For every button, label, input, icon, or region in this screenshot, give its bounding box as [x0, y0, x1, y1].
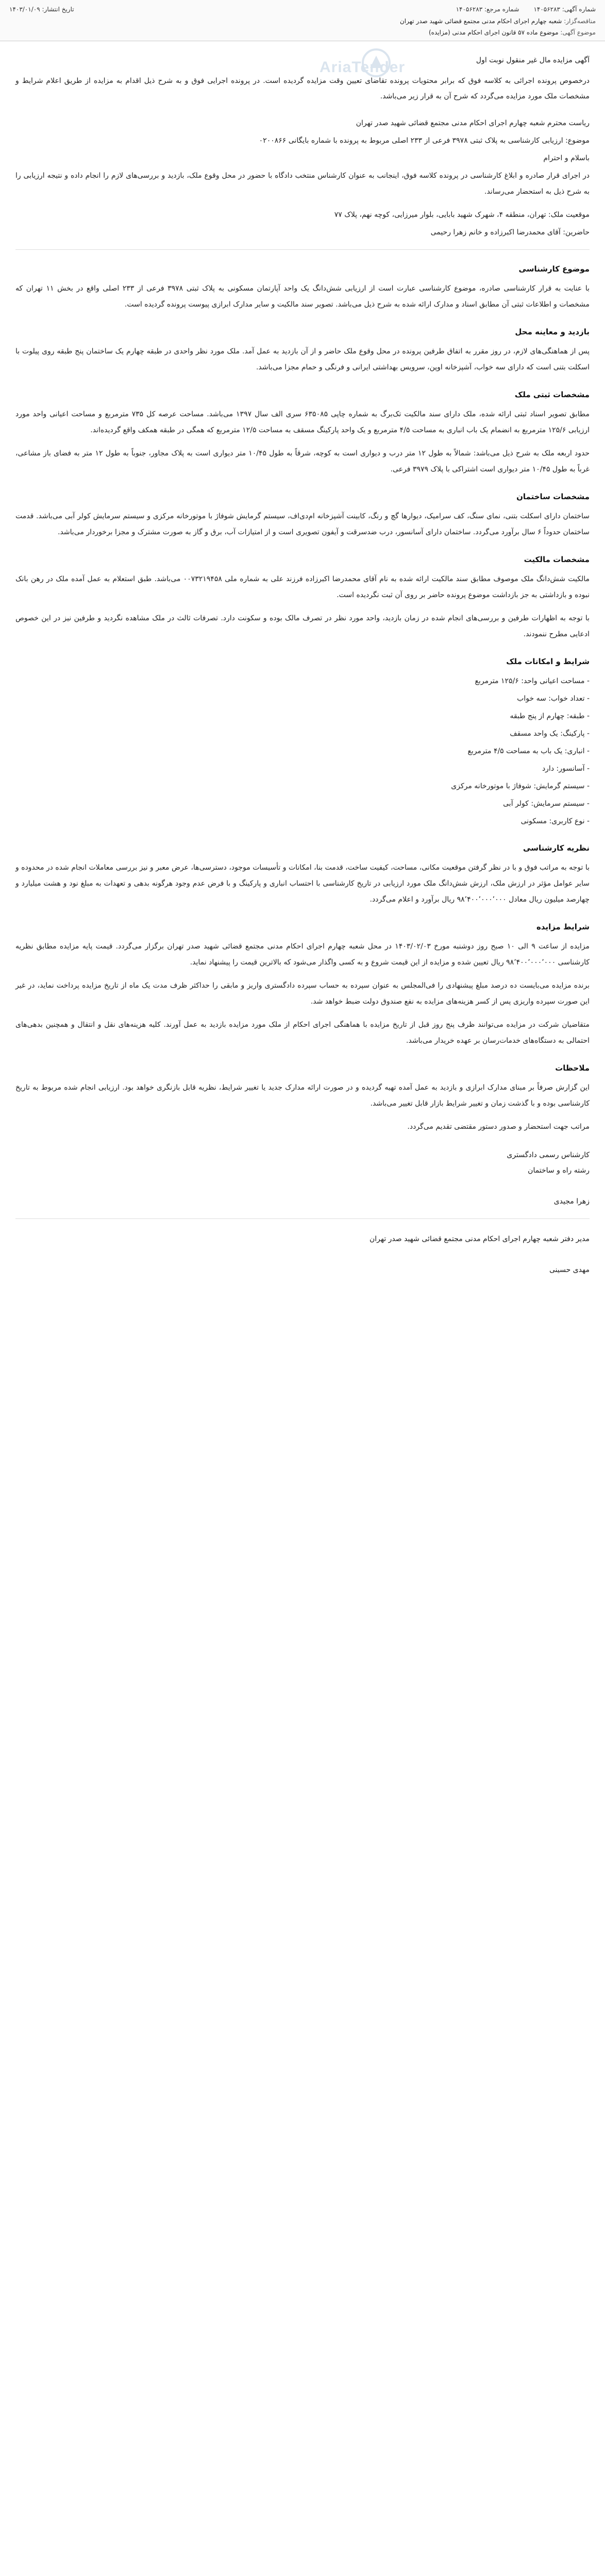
clerk-role: مدیر دفتر شعبه چهارم اجرای احکام مدنی مجتمع قضائی شهید صدر تهران [369, 1235, 590, 1243]
ad-content [0, 41, 605, 1278]
section-title-auction-terms: شرایط مزایده [536, 922, 590, 931]
section-text-possession: با توجه به اظهارات طرفین و بررسی‌های انجام شده در زمان بازدید، واحد مورد نظر در تصرف مالک بوده و سکونت دارد. تصرفات ثالث در ملک مشاهده نگردید و طرفین نیز در این خصوص ادعایی مطرح ننمودند. [15, 614, 590, 638]
feature-item: - مساحت اعیانی واحد: ۱۲۵/۶ مترمربع [475, 677, 590, 685]
feature-list [15, 673, 590, 829]
clerk-signature-block [15, 1231, 590, 1278]
section-text-boundaries: حدود اربعه ملک به شرح ذیل می‌باشد: شمالاً به طول ۱۲ متر درب و دیواری است به کوچه، شرقاً به طول ۱۰/۴۵ متر دیواری است به پلاک مجاور، جنوباً به طول ۱۲ متر به فضای باز مشاعی، غرباً به طول ۱۰/۴۵ متر دیواری است اشتراکی با پلاک ۳۹۷۹ فرعی. [15, 449, 590, 473]
section-text-ownership: مالکیت شش‌دانگ ملک موصوف مطابق سند مالکیت ارائه شده به نام آقای محمدرضا اکبرزاده فرزند علی به شماره ملی ۰۰۷۳۲۱۹۴۵۸ می‌باشد. طبق استعلام به عمل آمده ملک در رهن بانک نبوده و بازداشتی به جز بازداشت موضوع پرونده حاضر بر روی آن ثبت نگردیده است. [15, 575, 590, 599]
section-title-registry: مشخصات ثبتی ملک [514, 390, 590, 399]
court-line: ریاست محترم شعبه چهارم اجرای احکام مدنی مجتمع قضائی شهید صدر تهران [356, 119, 590, 127]
section-title-opinion: نظریه کارشناسی [523, 843, 590, 853]
watermark-text: AriaTender [320, 59, 406, 76]
section-text-auction-terms: مزایده از ساعت ۹ الی ۱۰ صبح روز دوشنبه مورخ ۱۴۰۳/۰۲/۰۳ در محل شعبه چهارم اجرای احکام مدنی مجتمع قضائی شهید صدر تهران برگزار می‌گردد. قیمت پایه مزایده مطابق نظریه کارشناسی ۹۸٬۴۰۰٬۰۰۰٬۰۰۰ ریال تعیین شده و مزایده از این قیمت شروع و به کسی واگذار می‌شود که بالاترین قیمت را پیشنهاد نماید. [15, 942, 590, 967]
section-title-notes: ملاحظات [555, 1063, 590, 1073]
publish-date-label: تاریخ انتشار: [42, 6, 74, 13]
section-title-ownership: مشخصات مالکیت [524, 555, 590, 564]
attendees-line: حاضرین: آقای محمدرضا اکبرزاده و خانم زهرا رحیمی [430, 228, 590, 236]
section-text-deposit: برنده مزایده می‌بایست ده درصد مبلغ پیشنهادی را فی‌المجلس به عنوان سپرده به حساب سپرده دادگستری واریز و مابقی را حداکثر ظرف مدت یک ماه از تاریخ مزایده پرداخت نماید، در غیر این صورت سپرده واریزی پس از کسر هزینه‌های مزایده به نفع صندوق دولت ضبط خواهد شد. [15, 981, 590, 1006]
ref-number [456, 6, 519, 13]
ad-header [0, 0, 605, 41]
ad-intro: درخصوص پرونده اجرائی به کلاسه فوق که برابر محتویات پرونده تقاضای تعیین وقت مزایده گردیده است. در پرونده اجرایی فوق و به شرح ذیل اقدام به مزایده از طریق اعلام شرایط و مشخصات ملک مورد مزایده می‌گردد که شرح آن به قرار زیر می‌باشد. [15, 77, 590, 100]
feature-item: - طبقه: چهارم از پنج طبقه [510, 712, 590, 720]
section-title-subject: موضوع کارشناسی [518, 264, 590, 274]
ad-number-value: ۱۴۰۵۶۲۸۳ [533, 6, 560, 13]
organizer-value: شعبه چهارم اجرای احکام مدنی مجتمع قضائی شهید صدر تهران [399, 18, 562, 25]
feature-item: - سیستم سرمایش: کولر آبی [503, 800, 590, 808]
section-text-subject: با عنایت به قرار کارشناسی صادره، موضوع کارشناسی عبارت است از ارزیابی شش‌دانگ یک واحد آپارتمان مسکونی به پلاک ثبتی ۳۹۷۸ فرعی از ۲۳۳ اصلی واقع در بخش ۱۱ تهران که مشخصات و اطلاعات ثبتی آن مطابق اسناد و مدارک ارائه شده به شرح ذیل می‌باشد. تصویر سند مالکیت و سایر مدارک ابرازی پیوست پرونده گردیده است. [15, 284, 590, 309]
expert-signature-block [15, 1147, 590, 1209]
feature-item: - نوع کاربری: مسکونی [520, 817, 590, 825]
section-text-registry: مطابق تصویر اسناد ثبتی ارائه شده، ملک دارای سند مالکیت تک‌برگ به شماره چاپی ۶۳۵۰۸۵ سری الف سال ۱۳۹۷ می‌باشد. مساحت عرصه کل ۷۳۵ مترمربع و مساحت اعیانی واحد مورد ارزیابی ۱۲۵/۶ مترمربع به انضمام یک باب انباری به مساحت ۴/۵ مترمربع و یک واحد پارکینگ مسقف به مساحت ۱۲/۵ مترمربع که همگی در طبقه همکف واقع گردیده‌اند. [15, 410, 590, 434]
feature-item: - آسانسور: دارد [542, 765, 590, 773]
case-line: موضوع: ارزیابی کارشناسی به پلاک ثبتی ۳۹۷۸ فرعی از ۲۳۳ اصلی مربوط به پرونده با شماره بایگانی ۰۲۰۰۸۶۶ [259, 137, 590, 145]
organizer-row [9, 15, 596, 27]
feature-item: - سیستم گرمایش: شوفاژ با موتورخانه مرکزی [451, 782, 590, 790]
ad-number-label: شماره آگهی: [562, 6, 596, 13]
clerk-name: مهدی حسینی [549, 1266, 590, 1274]
signer-name: زهرا مجیدی [553, 1197, 590, 1206]
organizer-label: مناقصه‌گزار: [564, 18, 596, 25]
signer-role: کارشناس رسمی دادگستری [507, 1151, 590, 1159]
section-title-inspection: بازدید و معاینه محل [515, 327, 590, 336]
salutation: باسلام و احترام [543, 154, 590, 162]
closing-line: مراتب جهت استحضار و صدور دستور مقتضی تقدیم می‌گردد. [407, 1123, 590, 1131]
ad-meta-row [9, 3, 596, 15]
section-text-notes: این گزارش صرفاً بر مبنای مدارک ابرازی و بازدید به عمل آمده تهیه گردیده و در صورت ارائه مدارک جدید یا تغییر شرایط، نظریه قابل بازنگری خواهد بود. ارزیابی انجام شده مربوط به تاریخ کارشناسی بوده و با گذشت زمان و تغییر شرایط بازار قابل تغییر می‌باشد. [15, 1083, 590, 1108]
feature-item: - انباری: یک باب به مساحت ۴/۵ مترمربع [467, 747, 590, 755]
divider [15, 249, 590, 250]
subject-label: موضوع آگهی: [560, 29, 596, 36]
publish-date [9, 6, 74, 13]
section-text-visit: متقاضیان شرکت در مزایده می‌توانند ظرف پنج روز قبل از تاریخ مزایده با هماهنگی اجرای احکام از ملک مورد مزایده بازدید به عمل آورند. کلیه هزینه‌های نقل و انتقال و همچنین بدهی‌های احتمالی به دستگاه‌های خدمات‌رسان بر عهده خریدار می‌باشد. [15, 1021, 590, 1045]
signer-field: رشته راه و ساختمان [528, 1166, 590, 1175]
ad-meta [456, 6, 596, 13]
ad-greeting: آگهی مزایده مال غیر منقول نوبت اول [476, 56, 590, 64]
feature-item: - پارکینگ: یک واحد مسقف [510, 730, 590, 738]
feature-item: - تعداد خواب: سه خواب [517, 694, 590, 703]
ref-number-value: ۱۴۰۵۶۲۸۳ [456, 6, 483, 13]
ad-number [533, 6, 596, 13]
section-title-building: مشخصات ساختمان [516, 492, 590, 501]
ref-number-label: شماره مرجع: [484, 6, 519, 13]
section-text-opinion: با توجه به مراتب فوق و با در نظر گرفتن موقعیت مکانی، مساحت، کیفیت ساخت، قدمت بنا، امکانات و تأسیسات موجود، دسترسی‌ها، عرض معبر و نیز بررسی معاملات انجام شده در محدوده و سایر عوامل مؤثر در ارزش ملک، ارزش شش‌دانگ ملک مورد ارزیابی در تاریخ کارشناسی با احتساب انباری و پارکینگ و با فرض عدم وجود هرگونه بدهی و تعهدات به مبلغ نود و هشت میلیارد و چهارصد میلیون ریال معادل ۹۸٬۴۰۰٬۰۰۰٬۰۰۰ ریال برآورد و اعلام می‌گردد. [15, 863, 590, 904]
subject-value: موضوع ماده ۵۷ قانون اجرای احکام مدنی (مزایده) [429, 29, 559, 36]
section-title-features: شرایط و امکانات ملک [506, 657, 590, 666]
section-text-building: ساختمان دارای اسکلت بتنی، نمای سنگ، کف سرامیک، دیوارها گچ و رنگ، کابینت آشپزخانه ام‌دی‌اف، سیستم گرمایش شوفاژ با موتورخانه مرکزی و سیستم سرمایش کولر آبی می‌باشد. قدمت ساختمان حدوداً ۶ سال برآورد می‌گردد. ساختمان دارای آسانسور، درب ضدسرقت و آیفون تصویری است و از امتیازات آب، برق و گاز به صورت مشترک و مجزا برخوردار می‌باشد. [15, 512, 590, 536]
subject-row [9, 27, 596, 38]
location-line: موقعیت ملک: تهران، منطقه ۴، شهرک شهید بابایی، بلوار میرزایی، کوچه نهم، پلاک ۷۷ [334, 211, 590, 219]
divider [15, 1218, 590, 1219]
assignment-text: در اجرای قرار صادره و ابلاغ کارشناسی در پرونده کلاسه فوق، اینجانب به عنوان کارشناس منتخب دادگاه با حضور در محل وقوع ملک، بازدید و بررسی‌های لازم را انجام داده و نتیجه ارزیابی را به شرح ذیل به استحضار می‌رساند. [15, 172, 590, 196]
section-text-inspection: پس از هماهنگی‌های لازم، در روز مقرر به اتفاق طرفین پرونده در محل وقوع ملک حاضر و از آن بازدید به عمل آمد. ملک مورد نظر واحدی در طبقه چهارم یک ساختمان پنج طبقه روی پیلوت با اسکلت بتنی است که دارای سه خواب، آشپزخانه اوپن، سرویس بهداشتی ایرانی و فرنگی و حمام مجزا می‌باشد. [15, 347, 590, 371]
publish-date-value: ۱۴۰۳/۰۱/۰۹ [9, 6, 40, 13]
